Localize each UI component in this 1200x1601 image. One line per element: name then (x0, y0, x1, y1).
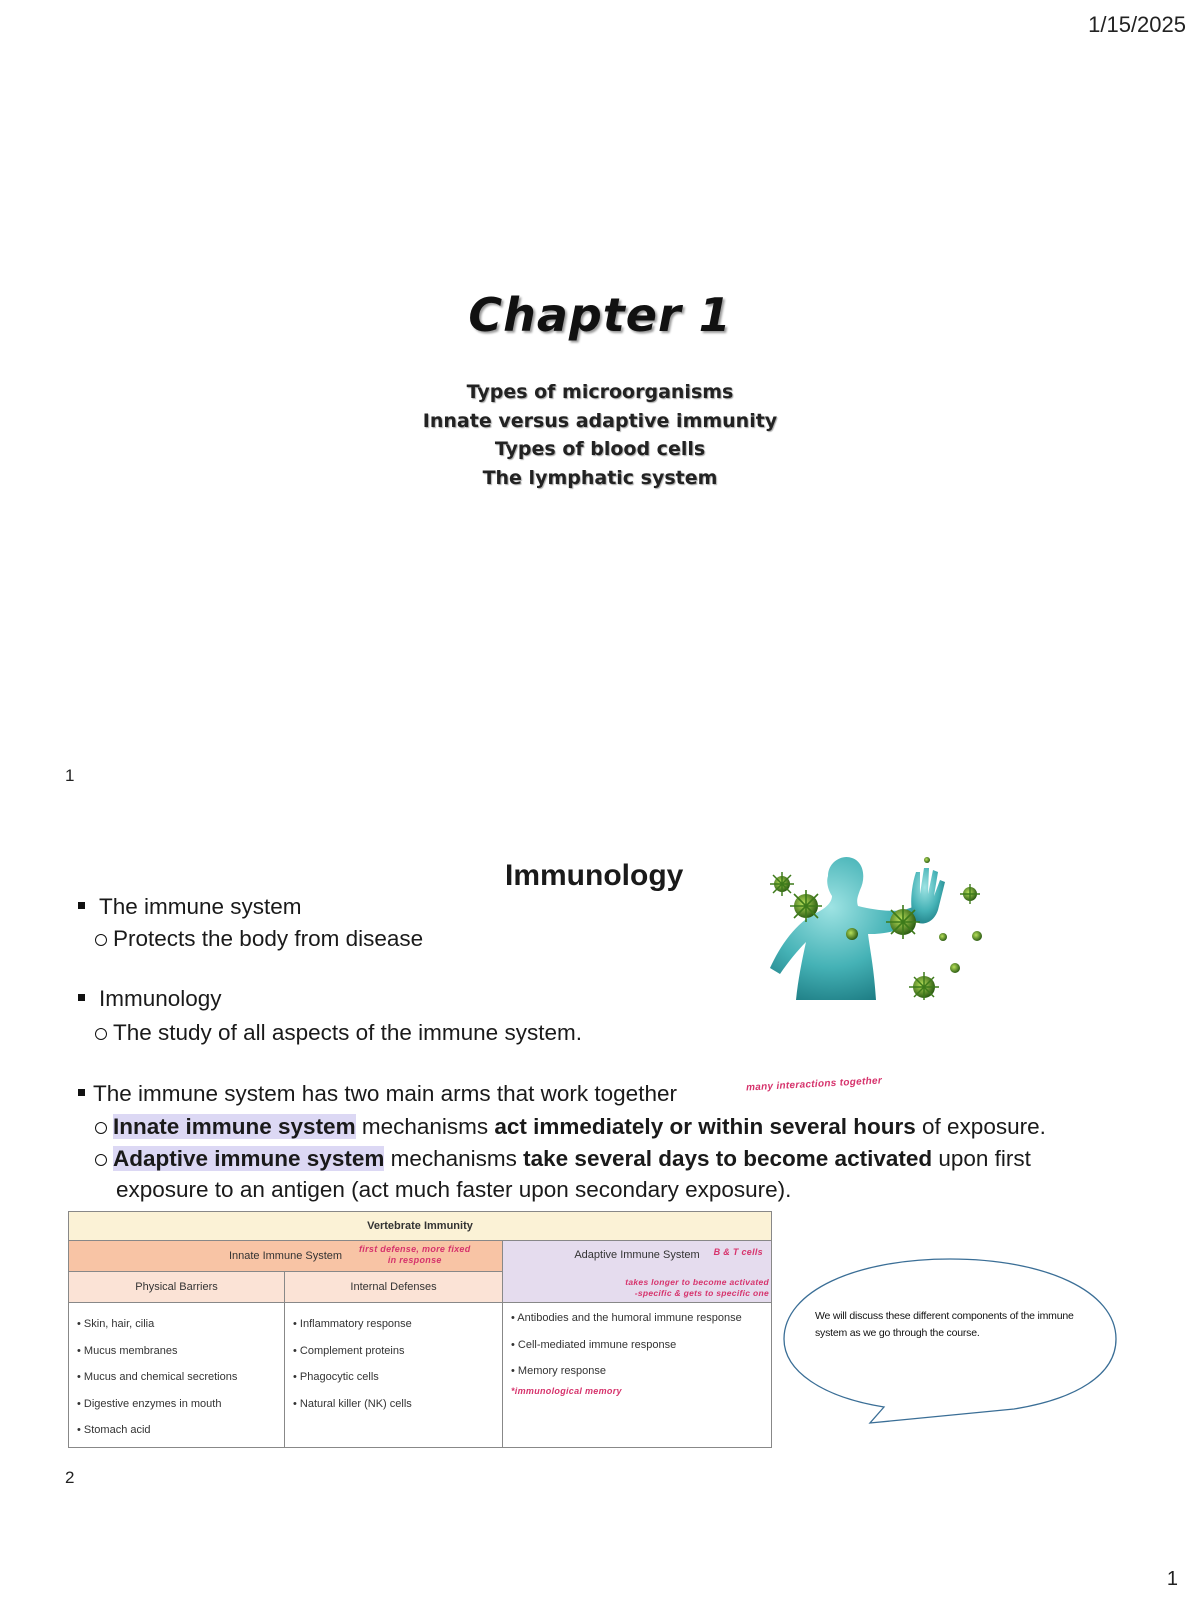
page-number: 1 (1166, 1568, 1178, 1590)
immune-figure-illustration (740, 850, 1004, 1000)
bullet-two-arms: The immune system has two main arms that work together (78, 1082, 677, 1107)
sub-bullet-adaptive-line2: exposure to an antigen (act much faster upon secondary exposure). (116, 1177, 792, 1202)
slide-number: 1 (65, 766, 75, 785)
slide-title: Immunology (505, 859, 684, 892)
circle-bullet-icon (95, 1122, 107, 1134)
list-item: • Inflammatory response (293, 1318, 412, 1330)
adaptive-activation-note: takes longer to become activated -specific & gets to specific one (625, 1277, 769, 1298)
square-bullet-icon (78, 902, 85, 909)
sub-bullet-protects: Protects the body from disease (95, 927, 423, 952)
bullet-immunology: Immunology (78, 987, 222, 1012)
sub-bullet-study: The study of all aspects of the immune system. (95, 1021, 582, 1046)
adaptive-handwritten-note: B & T cells (713, 1247, 763, 1257)
topic-item: Types of blood cells (494, 438, 706, 460)
chapter-title: Chapter 1 (468, 288, 732, 342)
adaptive-header: Adaptive Immune System B & T cells takes longer to become activated -specific & gets to specific one (503, 1241, 772, 1303)
list-item: • Antibodies and the humoral immune response (511, 1312, 742, 1324)
list-item: • Memory response (511, 1365, 606, 1377)
chapter-topics (0, 378, 1200, 492)
physical-barriers-list (69, 1303, 285, 1448)
circle-bullet-icon (95, 1154, 107, 1166)
handwritten-note: many interactions together (745, 1075, 883, 1094)
sub-bullet-innate: Innate immune system mechanisms act immediately or within several hours of exposure. (95, 1115, 1046, 1140)
internal-defenses-list (285, 1303, 503, 1448)
memory-handwritten-note: *immunological memory (511, 1385, 622, 1396)
bullet-immune-system: The immune system (78, 895, 302, 920)
topic-item: Innate versus adaptive immunity (422, 409, 778, 432)
list-item: • Complement proteins (293, 1344, 405, 1357)
internal-defenses-header: Internal Defenses (285, 1272, 503, 1303)
sub-bullet-adaptive: Adaptive immune system mechanisms take several days to become activated upon first (95, 1147, 1031, 1172)
vertebrate-immunity-table (68, 1211, 772, 1448)
speech-bubble-text: We will discuss these different components of the immune system as we go through the course. (815, 1310, 1074, 1339)
square-bullet-icon (78, 1089, 85, 1096)
square-bullet-icon (78, 994, 85, 1001)
list-item: • Mucus and chemical secretions (77, 1371, 238, 1383)
physical-barriers-header: Physical Barriers (69, 1272, 285, 1303)
circle-bullet-icon (95, 1028, 107, 1040)
document-date: 1/15/2025 (1088, 12, 1186, 37)
list-item: • Skin, hair, cilia (77, 1318, 155, 1330)
list-item: • Phagocytic cells (293, 1371, 379, 1383)
innate-header: Innate Immune System first defense, more fixed in response (69, 1241, 503, 1272)
topic-item: The lymphatic system (482, 466, 718, 489)
innate-handwritten-note: first defense, more fixed in response (359, 1244, 471, 1265)
list-item: • Mucus membranes (77, 1344, 178, 1357)
virus-icon (770, 872, 794, 896)
slide-number: 2 (65, 1468, 75, 1487)
topic-item: Types of microorganisms (466, 381, 734, 403)
list-item: • Digestive enzymes in mouth (77, 1397, 222, 1410)
table-title: Vertebrate Immunity (69, 1212, 772, 1241)
circle-bullet-icon (95, 934, 107, 946)
list-item: • Cell-mediated immune response (511, 1338, 677, 1351)
list-item: • Stomach acid (77, 1424, 151, 1436)
list-item: • Natural killer (NK) cells (293, 1397, 412, 1410)
adaptive-list (503, 1303, 772, 1448)
